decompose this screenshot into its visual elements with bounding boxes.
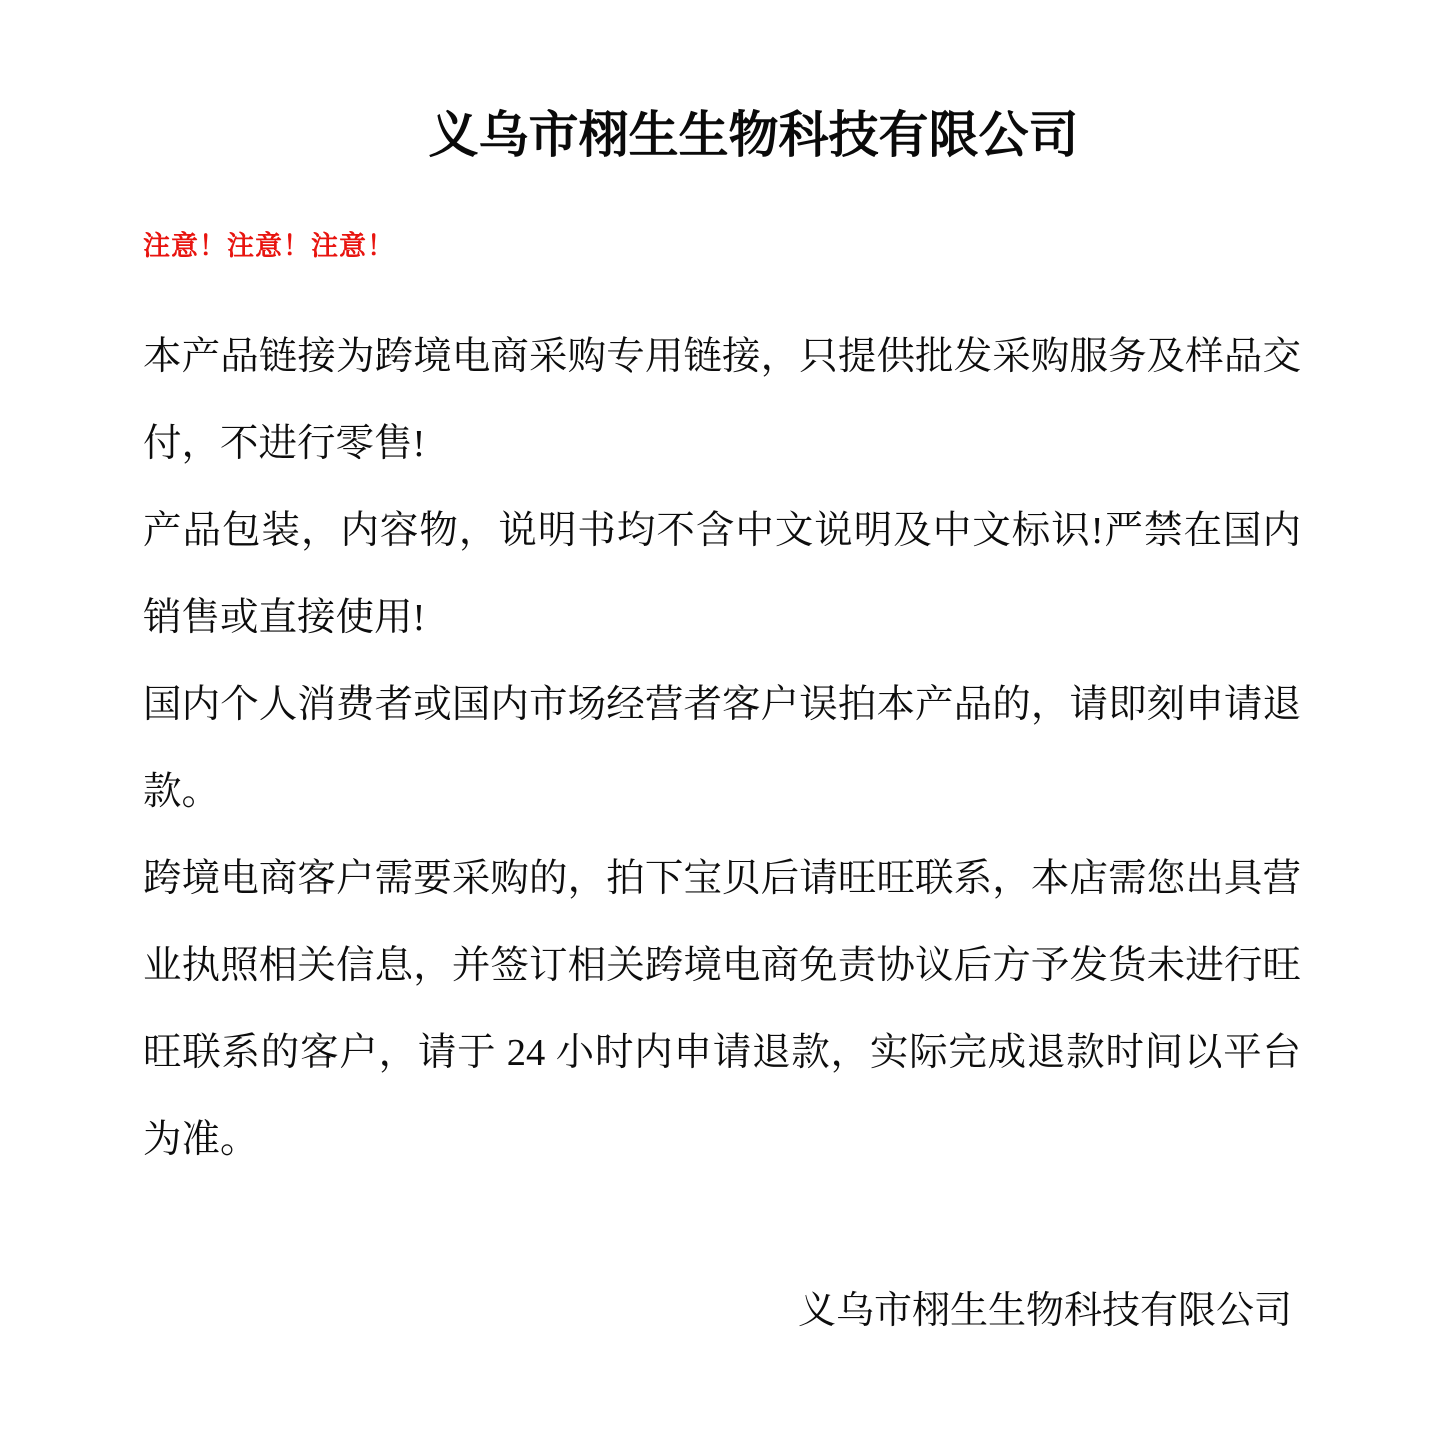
body-paragraph: 本产品链接为跨境电商采购专用链接，只提供批发采购服务及样品交付，不进行零售! <box>143 336 1301 465</box>
document-title: 义乌市栩生生物科技有限公司 <box>428 107 1079 163</box>
body-text <box>143 314 1301 1184</box>
body-paragraph: 跨境电商客户需要采购的，拍下宝贝后请旺旺联系，本店需您出具营业执照相关信息，并签订相关跨境电商免责协议后方予发货未进行旺旺联系的客户，请于 24 小时内申请退款，实际完成退款时间以平台为准。 <box>143 858 1301 1161</box>
body-paragraph: 产品包装，内容物，说明书均不含中文说明及中文标识!严禁在国内销售或直接使用! <box>143 510 1301 639</box>
company-seal <box>902 1107 1202 1407</box>
warning-notice: 注意！注意！注意！ <box>143 231 395 261</box>
company-signature: 义乌市栩生生物科技有限公司 <box>798 1290 1293 1332</box>
body-paragraph: 国内个人消费者或国内市场经营者客户误拍本产品的，请即刻申请退款。 <box>143 684 1301 813</box>
